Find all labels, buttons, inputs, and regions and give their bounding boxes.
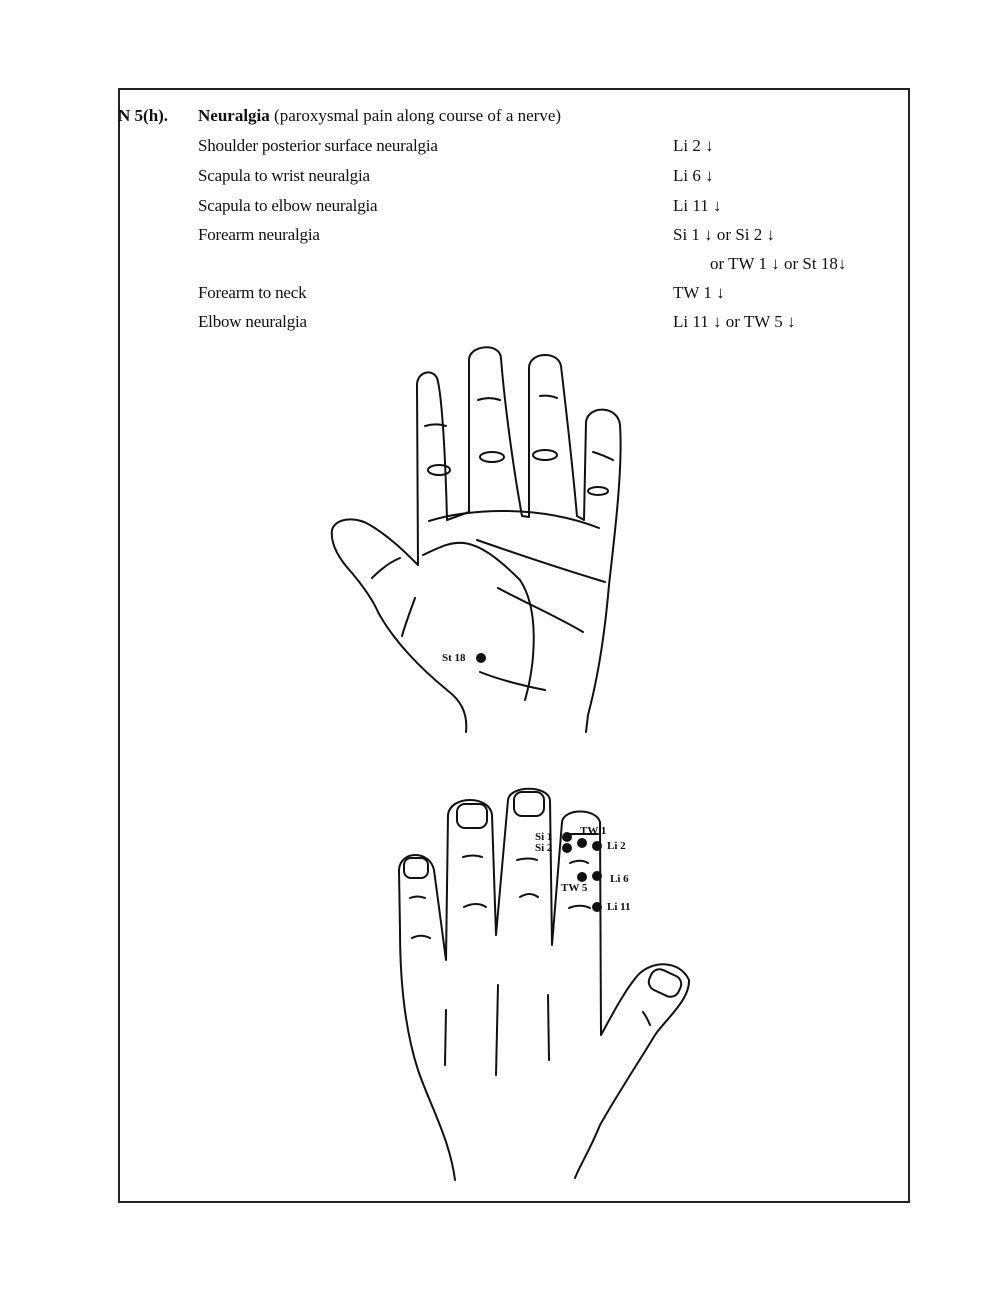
point-label-si1: Si 1: [535, 831, 553, 843]
row-value-continuation: or TW 1 ↓ or St 18↓: [710, 254, 847, 273]
point-label-li2: Li 2: [607, 840, 626, 852]
point-label-li11: Li 11: [607, 901, 631, 913]
point-marker: [562, 843, 572, 853]
point-label-tw5: TW 5: [561, 882, 588, 894]
title-bold: Neuralgia: [198, 106, 270, 125]
section-code: N 5(h).: [118, 106, 169, 125]
title-rest: (paroxysmal pain along course of a nerve): [269, 106, 562, 125]
row-label: Elbow neuralgia: [198, 312, 307, 331]
point-label-tw1: TW 1: [580, 825, 607, 837]
row-value: TW 1 ↓: [673, 283, 725, 302]
point-marker: [562, 832, 572, 842]
row-label: Forearm to neck: [198, 283, 307, 302]
palm-hand-illustration: [332, 347, 621, 732]
point-marker: [592, 841, 602, 851]
row-value: Li 2 ↓: [673, 136, 714, 155]
point-label-si2: Si 2: [535, 842, 553, 854]
row-label: Scapula to elbow neuralgia: [198, 196, 378, 215]
row-label: Scapula to wrist neuralgia: [198, 166, 370, 185]
point-marker: [577, 872, 587, 882]
row-value: Li 11 ↓ or TW 5 ↓: [673, 312, 796, 331]
row-value: Li 11 ↓: [673, 196, 722, 215]
row-value: Li 6 ↓: [673, 166, 714, 185]
point-marker: [592, 871, 602, 881]
row-value: Si 1 ↓ or Si 2 ↓: [673, 225, 776, 244]
point-marker: [592, 902, 602, 912]
point-label-li6: Li 6: [610, 873, 629, 885]
point-marker: [577, 838, 587, 848]
row-label: Forearm neuralgia: [198, 225, 320, 244]
point-marker: [476, 653, 486, 663]
row-label: Shoulder posterior surface neuralgia: [198, 136, 438, 155]
point-label-st18: St 18: [442, 652, 466, 664]
